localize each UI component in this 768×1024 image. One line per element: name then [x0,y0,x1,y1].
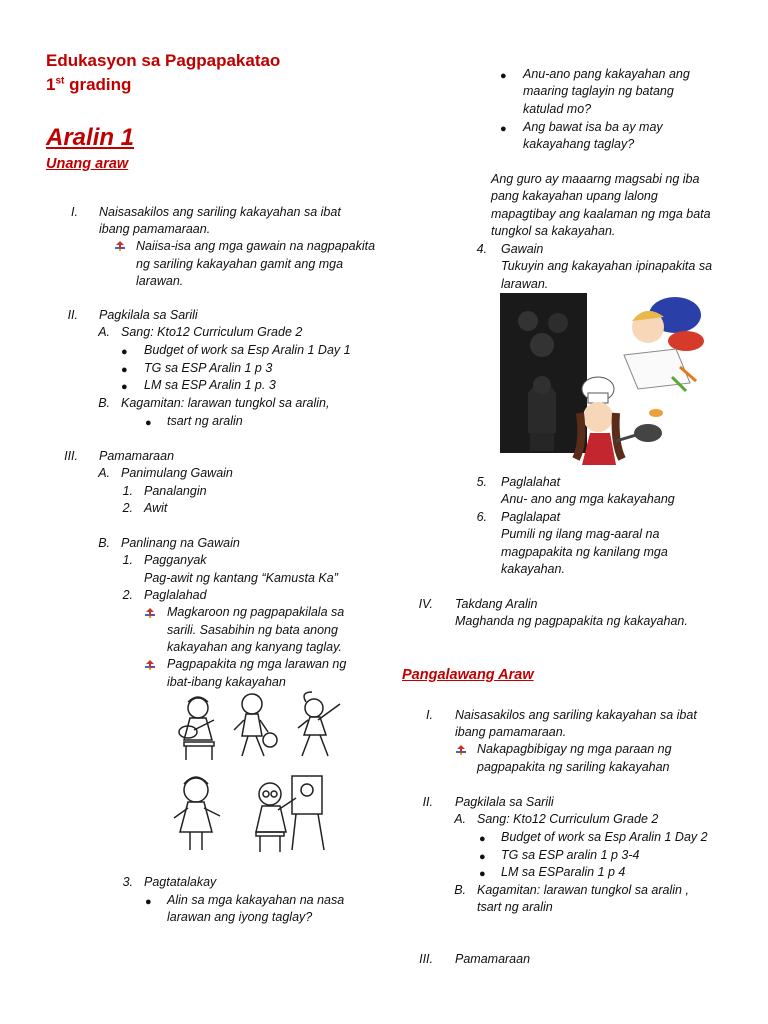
bullet-dot-icon: ● [145,417,152,429]
step-sub-line: Pagpapakita ng mga larawan ng [167,657,347,671]
arrow-bullet-icon [456,745,466,755]
section-title: Pamamaraan [99,449,175,463]
step-number: 5. [476,475,487,489]
section-title: Pagkilala sa Sarili [455,795,554,809]
painter-drawing [256,776,324,852]
discussion-question: larawan ang iyong taglay? [167,910,313,924]
section-number: III. [64,449,78,463]
reference-label: Sang: Kto12 Curriculum Grade 2 [121,325,303,339]
step-description: larawan. [501,277,549,291]
step-description: magpapakita ng kanilang mga [501,545,668,559]
list-item: LM sa ESP Aralin 1 p. 3 [144,378,276,392]
objective-line: Naisasakilos ang sariling kakayahan sa ibat [99,205,341,219]
discussion-question: Alin sa mga kakayahan na nasa [167,893,345,907]
arrow-bullet-icon [145,608,155,618]
children-talents-illustration [168,690,358,860]
discussion-question: maaring taglayin ng batang [523,84,674,98]
materials-label: tsart ng aralin [477,900,553,914]
section-number: I. [426,708,433,722]
step-sub-line: kakayahan ang kanyang taglay. [167,640,342,654]
objective-line: ibang pamamaraan. [99,222,211,236]
section-title: Takdang Aralin [455,597,538,611]
teacher-note: pang kakayahan upang lalong [491,189,658,203]
day2-heading: Pangalawang Araw [402,667,534,683]
aralin-title: Aralin 1 [46,124,135,151]
dancer-drawing [298,692,340,756]
section-number: IV. [418,597,433,611]
bullet-dot-icon: ● [500,70,507,82]
arrow-bullet-icon [145,660,155,670]
boy-ball-drawing [234,694,277,756]
reference-label: Sang: Kto12 Curriculum Grade 2 [477,812,659,826]
child-guitar-drawing [179,697,214,760]
step-title: Gawain [501,242,544,256]
objective-line: Naisasakilos ang sariling kakayahan sa ibat [455,708,697,722]
bullet-dot-icon: ● [500,123,507,135]
teacher-note: Ang guro ay maaarng magsabi ng iba [491,172,700,186]
step-description: Pumili ng ilang mag-aaral na [501,527,660,541]
list-item: tsart ng aralin [167,414,243,428]
section-title: Pamamaraan [455,952,531,966]
objective-line: ibang pamamaraan. [455,725,567,739]
step-title: Awit [144,501,168,515]
bullet-dot-icon: ● [121,346,128,358]
assignment-text: Maghanda ng pagpapakita ng kakayahan. [455,614,688,628]
sub-letter: A. [454,812,466,826]
step-number: 2. [122,588,133,602]
step-sub-line: ibat-ibang kakayahan [167,675,286,689]
step-number: 2. [122,501,133,515]
discussion-question: Ang bawat isa ba ay may [523,120,663,134]
list-item: LM sa ESParalin 1 p 4 [501,865,626,879]
section-number: III. [419,952,433,966]
step-number: 4. [476,242,487,256]
step-title: Paglalahat [501,475,561,489]
subsection-title: Panimulang Gawain [121,466,233,480]
sub-letter: B. [98,396,110,410]
step-number: 1. [122,553,133,567]
sub-letter: A. [98,325,110,339]
bullet-dot-icon: ● [479,851,486,863]
bullet-dot-icon: ● [145,896,152,908]
step-number: 3. [122,875,133,889]
bullet-dot-icon: ● [479,833,486,845]
child-drawing-cartoon [624,297,704,391]
step-title: Pagtatalakay [144,875,217,889]
step-title: Pagganyak [144,553,207,567]
objective-sub-line: pagpapakita ng sariling kakayahan [477,760,670,774]
discussion-question: kakayahang taglay? [523,137,635,151]
sub-letter: A. [98,466,110,480]
activity-pictures [500,293,705,473]
bullet-dot-icon: ● [479,868,486,880]
step-description: Anu- ano ang mga kakayahang [501,492,675,506]
step-sub-line: sarili. Sasabihin ng bata anong [167,623,338,637]
document-subject: Edukasyon sa Pagpapakatao [46,51,281,70]
objective-sub-line: Naiisa-isa ang mga gawain na nagpapakita [136,239,376,253]
arrow-bullet-icon [115,241,125,251]
day1-heading: Unang araw [46,156,129,172]
materials-label: Kagamitan: larawan tungkol sa aralin , [477,883,689,897]
grading-label [46,74,131,96]
objective-sub-line: Nakapagbibigay ng mga paraan ng [477,742,672,756]
grading-superscript: st [55,75,65,87]
step-number: 1. [122,484,133,498]
teacher-note: tungkol sa kakayahan. [491,224,616,238]
objective-sub-line: larawan. [136,274,184,288]
step-description: Tukuyin ang kakayahan ipinapakita sa [501,259,713,273]
discussion-question: Anu-ano pang kakayahan ang [523,67,690,81]
grading-number: 1 [46,75,56,94]
list-item: Budget of work sa Esp Aralin 1 Day 1 [144,343,351,357]
singer-drawing [174,777,220,850]
bullet-dot-icon: ● [121,364,128,376]
sub-letter: B. [98,536,110,550]
section-number: II. [422,795,433,809]
step-title: Paglalapat [501,510,561,524]
step-description: kakayahan. [501,562,565,576]
dark-photo-image [500,293,587,453]
step-description: Pag-awit ng kantang “Kamusta Ka” [144,571,338,585]
step-number: 6. [476,510,487,524]
section-number: I. [71,205,78,219]
section-title: Pagkilala sa Sarili [99,308,198,322]
materials-label: Kagamitan: larawan tungkol sa aralin, [121,396,330,410]
teacher-note: mapagtibay ang kaalaman ng mga bata [491,207,711,221]
subsection-title: Panlinang na Gawain [121,536,240,550]
sub-letter: B. [454,883,466,897]
list-item: Budget of work sa Esp Aralin 1 Day 2 [501,830,708,844]
grading-text: grading [64,75,132,94]
section-number: II. [67,308,78,322]
step-sub-line: Magkaroon ng pagpapakilala sa [167,605,345,619]
girl-chef-cartoon [576,377,663,465]
bullet-dot-icon: ● [121,381,128,393]
step-title: Paglalahad [144,588,207,602]
list-item: TG sa ESP Aralin 1 p 3 [144,361,273,375]
discussion-question: katulad mo? [523,102,592,116]
step-title: Panalangin [144,484,207,498]
objective-sub-line: ng sariling kakayahan gamit ang mga [136,257,344,271]
list-item: TG sa ESP aralin 1 p 3-4 [501,848,640,862]
